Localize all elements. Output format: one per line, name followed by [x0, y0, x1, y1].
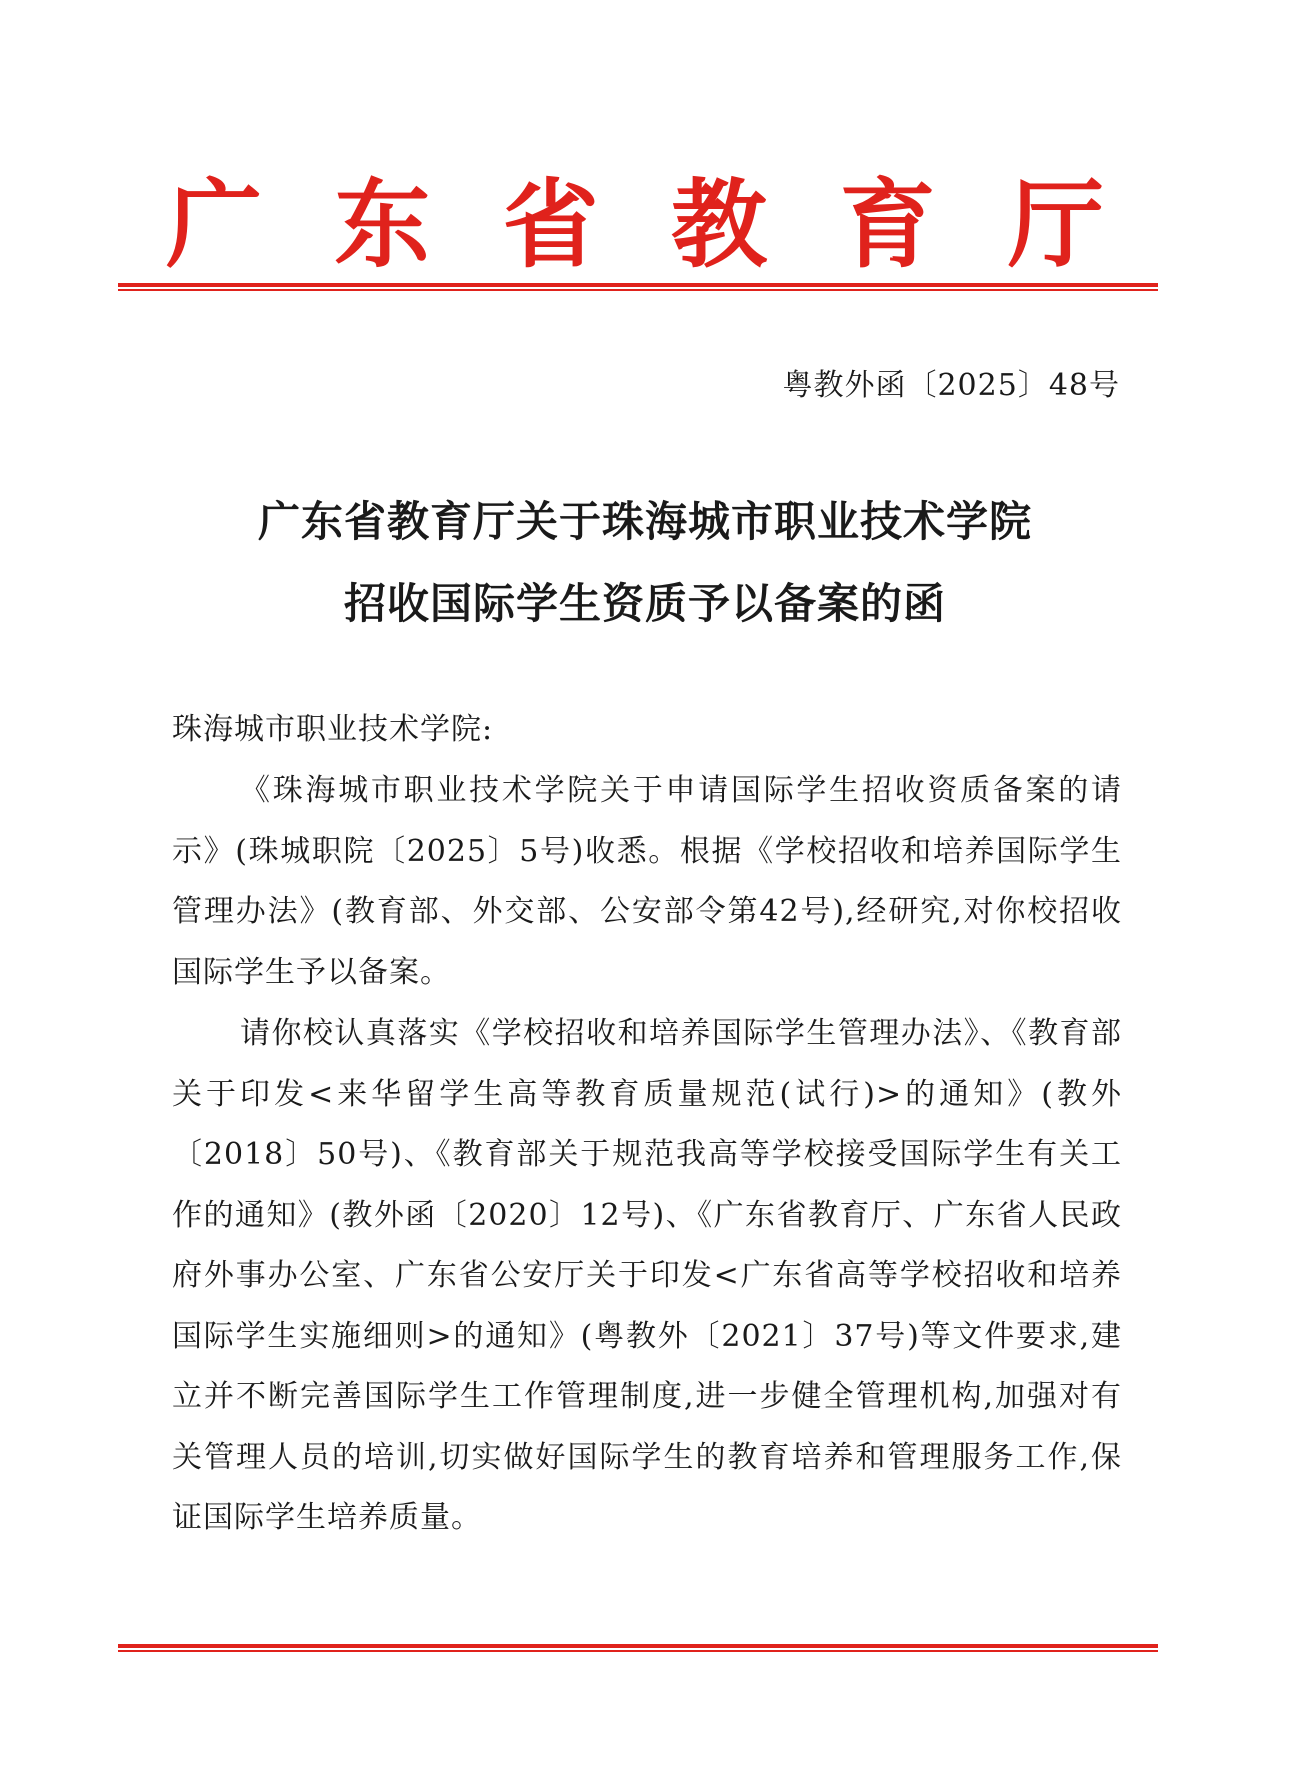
header-divider-thin [118, 289, 1158, 291]
salutation: 珠海城市职业技术学院: [172, 712, 494, 747]
issuer-masthead [166, 170, 1104, 280]
masthead-char: 省 [502, 168, 599, 281]
body-paragraph-1: 《珠海城市职业技术学院关于申请国际学生招收资质备案的请示》(珠城职院〔2025〕5号)收悉。根据《学校招收和培养国际学生管理办法》(教育部、外交部、公安部令第42号),经研究,对你校招收国际学生予以备案。 [172, 773, 1122, 990]
document-title-line-1: 广东省教育厅关于珠海城市职业技术学院 [257, 497, 1032, 546]
footer-divider-thick [118, 1644, 1158, 1648]
masthead-char: 育 [839, 168, 936, 281]
masthead-char: 厅 [1007, 168, 1104, 281]
footer-divider-thin [118, 1650, 1158, 1652]
masthead-char: 教 [671, 168, 768, 281]
header-divider-thick [118, 283, 1158, 287]
masthead-char: 广 [166, 168, 262, 281]
document-number: 粤教外函〔2025〕48号 [782, 368, 1120, 403]
body-paragraph-2: 请你校认真落实《学校招收和培养国际学生管理办法》、《教育部关于印发<来华留学生高等教育质量规范(试行)>的通知》(教外〔2018〕50号)、《教育部关于规范我高等学校接受国际学生有关工作的通知》(教外函〔2020〕12号)、《广东省教育厅、广东省人民政府外事办公室、广东省公安厅关于印发<广东省高等学校招收和培养国际学生实施细则>的通知》(粤教外〔2021〕37号)等文件要求,建立并不断完善国际学生工作管理制度,进一步健全管理机构,加强对有关管理人员的培训,切实做好国际学生的教育培养和管理服务工作,保证国际学生培养质量。 [172, 1016, 1122, 1535]
masthead-char: 东 [334, 168, 431, 281]
document-title-line-2: 招收国际学生资质予以备案的函 [343, 579, 946, 628]
